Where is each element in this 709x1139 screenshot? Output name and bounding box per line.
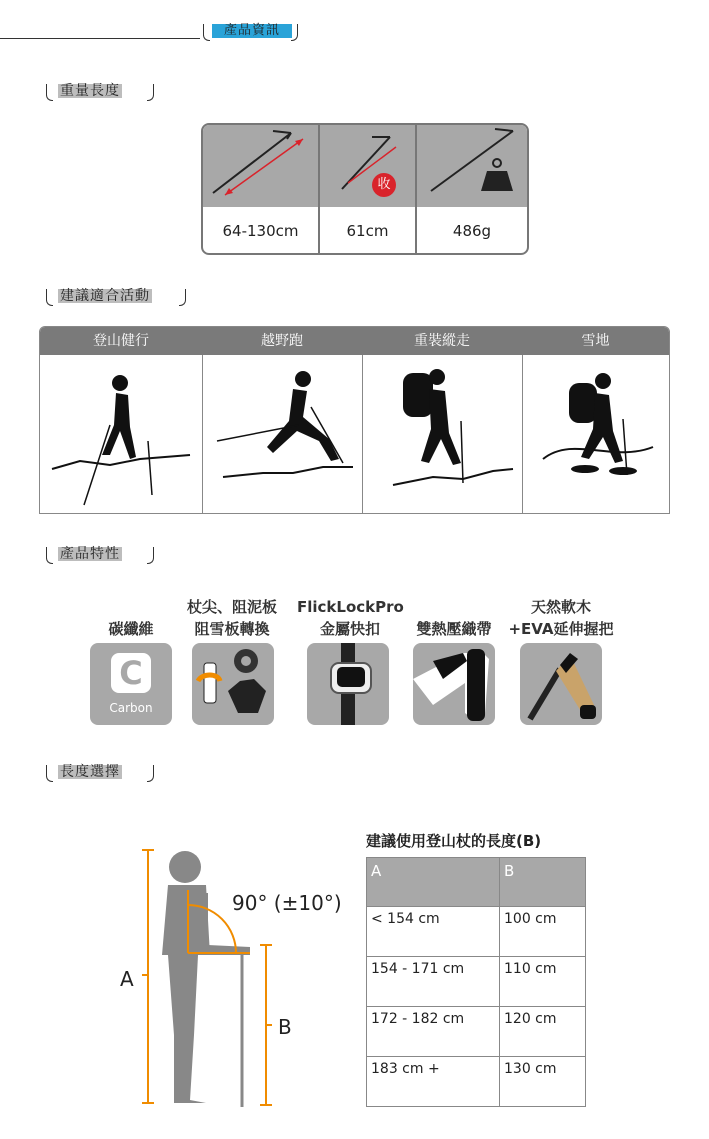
cell-a: 172 - 182 cm [367, 1007, 500, 1057]
length-table [366, 857, 586, 1107]
page-title-text: 產品資訊 [212, 24, 292, 38]
activity-label-trail-running: 越野跑 [261, 333, 303, 349]
table-header-row [367, 858, 586, 907]
feature-carbon-icon [90, 643, 172, 725]
header-b: B [500, 858, 586, 907]
weight-icon [417, 125, 527, 207]
collapsed-length-value: 61cm [346, 222, 389, 240]
table-row [367, 957, 586, 1007]
carbon-caption: Carbon [109, 701, 153, 715]
weight-length-table [201, 123, 529, 255]
activity-label-hiking: 登山健行 [93, 333, 149, 349]
collapsed-badge: 收 [377, 177, 391, 192]
section-label-length-selection: 長度選擇 [46, 765, 154, 787]
collapsed-pole-icon [320, 125, 415, 207]
table-row [367, 907, 586, 957]
feature-tips-label-2: 阻雪板轉換 [194, 620, 270, 638]
feature-tips-label-1: 杖尖、阻泥板 [186, 598, 277, 616]
weight-value: 486g [452, 222, 492, 240]
running-figure-icon [203, 355, 362, 513]
feature-tips-icon [192, 643, 274, 725]
activity-label-snow: 雪地 [581, 333, 610, 349]
cell-b: 130 cm [500, 1057, 586, 1107]
page-title [203, 24, 298, 44]
cell-a: 183 cm + [367, 1057, 500, 1107]
length-range-value: 64-130cm [222, 222, 299, 240]
person-height-figure [110, 845, 355, 1110]
activities-table [39, 326, 670, 514]
header-a: A [367, 858, 500, 907]
adjustable-pole-image [203, 125, 318, 207]
feature-flicklock-label-2: 金屬快扣 [319, 620, 380, 638]
section-label-features: 產品特性 [46, 547, 154, 569]
extended-pole-icon [203, 125, 318, 207]
hiking-figure-icon [40, 355, 202, 513]
top-rule [0, 38, 200, 39]
table-row [367, 1057, 586, 1107]
weight-image [417, 125, 527, 207]
cell-b: 110 cm [500, 957, 586, 1007]
trekking-figure-icon [363, 355, 522, 513]
table-row [367, 1007, 586, 1057]
feature-grip-icon [413, 643, 495, 725]
carbon-letter: C [119, 654, 143, 692]
feature-eva-icon [520, 643, 602, 725]
cell-b: 120 cm [500, 1007, 586, 1057]
feature-carbon-label: 碳纖維 [108, 620, 154, 638]
length-table-title: 建議使用登山杖的長度(B) [366, 832, 542, 850]
cell-b: 100 cm [500, 907, 586, 957]
feature-eva-label-2: +EVA延伸握把 [508, 620, 614, 638]
label-a: A [120, 967, 134, 991]
cell-a: < 154 cm [367, 907, 500, 957]
cell-a: 154 - 171 cm [367, 957, 500, 1007]
feature-grip-label: 雙熱壓織帶 [416, 620, 492, 638]
label-b: B [278, 1015, 292, 1039]
feature-flicklock-label-1: FlickLockPro [297, 598, 404, 616]
snow-figure-icon [523, 355, 669, 513]
feature-eva-label-1: 天然軟木 [530, 598, 591, 616]
angle-label: 90° (±10°) [232, 891, 342, 915]
collapsed-pole-image [320, 125, 415, 207]
section-label-weight-length: 重量長度 [46, 84, 154, 106]
activity-label-trekking: 重裝縱走 [414, 333, 470, 349]
length-diagram [110, 845, 355, 1110]
section-label-activities: 建議適合活動 [46, 289, 186, 311]
feature-flicklock-icon [307, 643, 389, 725]
